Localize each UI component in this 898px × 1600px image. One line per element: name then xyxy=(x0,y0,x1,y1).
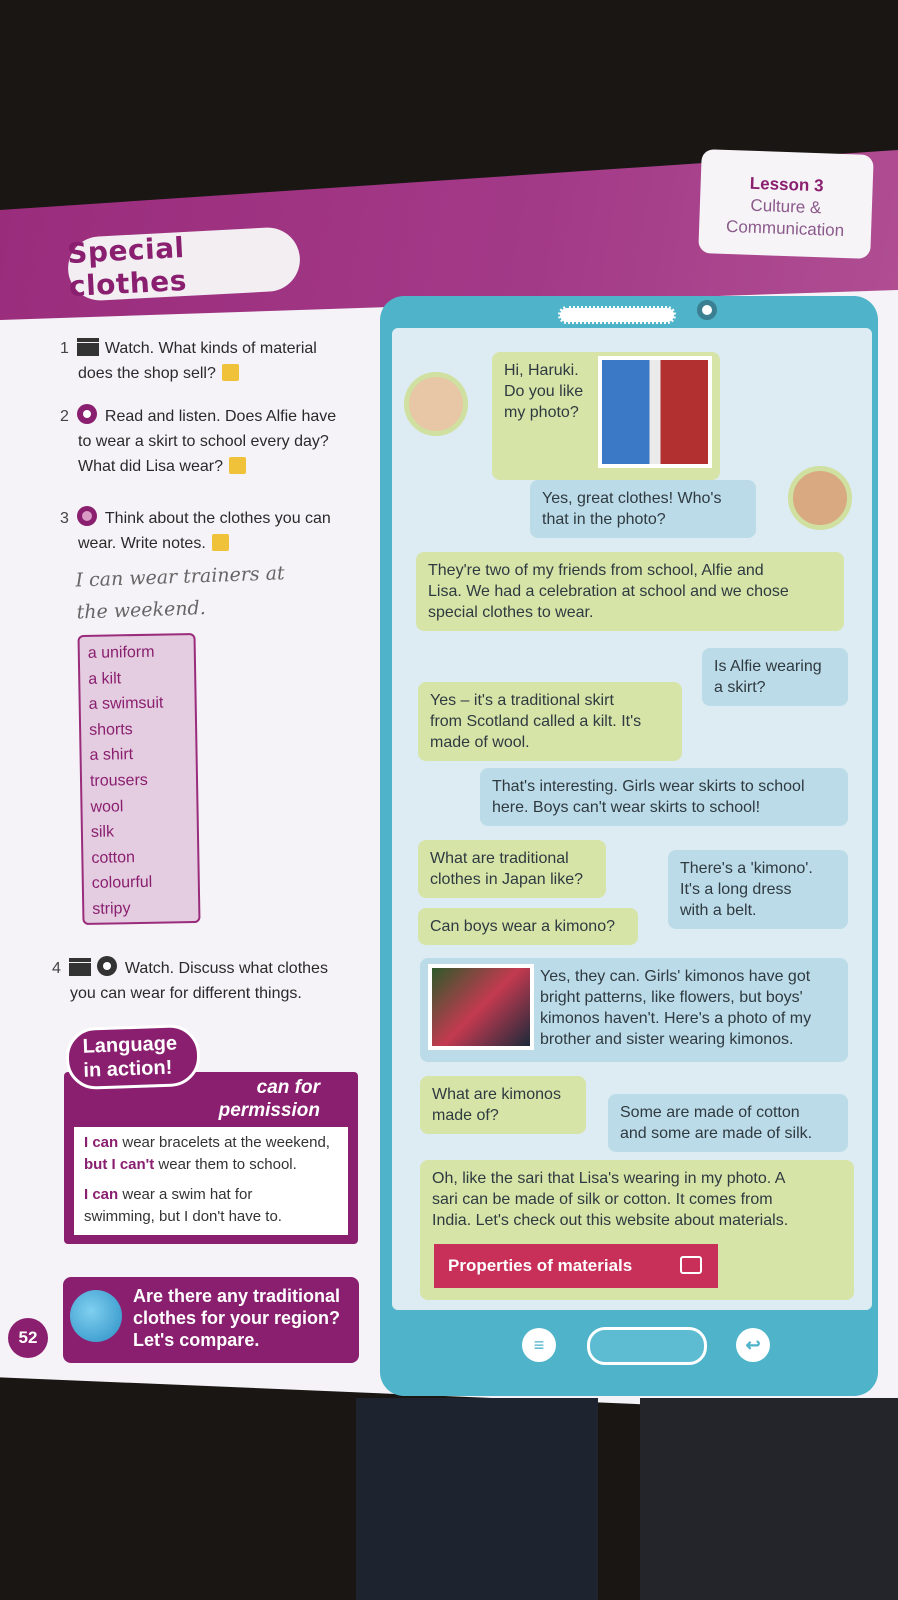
handwriting-line: the weekend. xyxy=(76,597,207,624)
example-text: wear a swim hat for xyxy=(118,1186,253,1203)
chat-bubble-5 xyxy=(418,682,682,761)
word-item: colourful xyxy=(91,874,153,893)
question-text: Think about the clothes you can xyxy=(104,510,331,527)
chat-line: a skirt? xyxy=(714,679,766,696)
photo-alfie-lisa xyxy=(598,356,712,468)
example-1 xyxy=(84,1132,338,1154)
chat-line: Oh, like the sari that Lisa's wearing in my photo. A xyxy=(432,1170,786,1187)
question-text: Read and listen. Does Alfie have xyxy=(104,408,337,425)
notebook-icon xyxy=(222,364,239,381)
word-item: a uniform xyxy=(87,643,155,662)
example-keyword: I can xyxy=(84,1186,119,1203)
compare-line: Let's compare. xyxy=(133,1330,260,1350)
chat-line: Is Alfie wearing xyxy=(714,658,822,675)
chat-line: made of wool. xyxy=(430,734,530,751)
chat-line: Some are made of cotton xyxy=(620,1104,800,1121)
chat-bubble-6 xyxy=(480,768,848,826)
audio-icon xyxy=(97,956,119,974)
link-label: Properties of materials xyxy=(448,1256,633,1275)
chat-line: Lisa. We had a celebration at school and we chose xyxy=(428,583,789,600)
chat-line: brother and sister wearing kimonos. xyxy=(540,1031,794,1048)
globe-icon xyxy=(70,1290,122,1342)
avatar-alfie-friend xyxy=(404,372,468,436)
question-1 xyxy=(60,336,360,386)
audio-icon xyxy=(77,404,99,422)
word-item: cotton xyxy=(91,848,136,867)
word-item: wool xyxy=(90,797,124,816)
chat-line: with a belt. xyxy=(680,902,757,919)
video-icon xyxy=(77,338,99,356)
phone-speaker xyxy=(558,306,676,324)
handwritten-example xyxy=(75,555,337,628)
chat-line: here. Boys can't wear skirts to school! xyxy=(492,799,761,816)
question-text: wear. Write notes. xyxy=(78,535,206,552)
chat-line: Do you like xyxy=(504,383,584,400)
example-keyword: but I can't xyxy=(84,1156,155,1173)
compare-line: clothes for your region? xyxy=(133,1308,341,1328)
chat-line: Hi, Haruki. xyxy=(504,362,579,379)
chat-line: What are kimonos xyxy=(432,1086,561,1103)
photo-kimonos xyxy=(428,964,534,1050)
handwriting-line: I can wear trainers at xyxy=(75,562,285,592)
question-number: 4 xyxy=(52,960,61,977)
chat-line: bright patterns, like flowers, but boys' xyxy=(540,989,803,1006)
word-item: shorts xyxy=(88,720,133,739)
menu-icon[interactable]: ≡ xyxy=(522,1328,556,1362)
word-box xyxy=(77,633,200,925)
subtitle-line: can for xyxy=(256,1077,320,1098)
home-button[interactable] xyxy=(587,1327,707,1365)
question-2 xyxy=(60,404,370,479)
example-text: swimming, but I don't have to. xyxy=(84,1208,282,1225)
external-link-icon xyxy=(680,1256,702,1274)
page-title: Special clothes xyxy=(66,226,301,302)
language-in-action-subtitle xyxy=(150,1076,320,1122)
chat-bubble-8 xyxy=(668,850,848,929)
chat-line: That's interesting. Girls wear skirts to school xyxy=(492,778,805,795)
chat-line: made of? xyxy=(432,1107,499,1124)
page-number: 52 xyxy=(8,1318,48,1358)
chat-line: clothes in Japan like? xyxy=(430,871,583,888)
question-3 xyxy=(60,506,370,556)
example-2 xyxy=(84,1184,338,1206)
chat-line: Yes, great clothes! Who's xyxy=(542,490,722,507)
question-text: Watch. Discuss what clothes xyxy=(124,960,328,977)
example-text: wear them to school. xyxy=(154,1156,297,1173)
question-number: 1 xyxy=(60,340,69,357)
chat-line: India. Let's check out this website about materials. xyxy=(432,1212,789,1229)
compare-line: Are there any traditional xyxy=(133,1286,341,1306)
question-number: 2 xyxy=(60,408,69,425)
camera-icon xyxy=(697,300,717,320)
chat-line: my photo? xyxy=(504,404,579,421)
subtitle-line: permission xyxy=(218,1100,320,1121)
question-text: Watch. What kinds of material xyxy=(104,340,317,357)
word-item: a swimsuit xyxy=(88,694,164,714)
notebook-icon xyxy=(229,457,246,474)
properties-of-materials-link[interactable] xyxy=(434,1244,718,1288)
chat-bubble-3 xyxy=(416,552,844,631)
lesson-label xyxy=(698,149,874,259)
think-icon xyxy=(77,506,99,524)
word-item: trousers xyxy=(89,771,148,790)
video-icon xyxy=(69,958,91,976)
word-item: a kilt xyxy=(88,669,122,688)
language-examples xyxy=(74,1127,348,1235)
question-text: What did Lisa wear? xyxy=(78,458,223,475)
lesson-number: Lesson 3 xyxy=(749,173,824,196)
keyboard xyxy=(640,1398,898,1600)
section-line-2: Communication xyxy=(725,216,845,241)
heading-line: Language xyxy=(82,1032,178,1058)
chat-line: What are traditional xyxy=(430,850,569,867)
question-4 xyxy=(52,956,362,1006)
chat-line: kimonos haven't. Here's a photo of my xyxy=(540,1010,812,1027)
chat-bubble-7 xyxy=(418,840,606,898)
question-text: does the shop sell? xyxy=(78,365,216,382)
chat-line: They're two of my friends from school, Alfie and xyxy=(428,562,764,579)
question-text: you can wear for different things. xyxy=(70,985,302,1002)
chat-line: special clothes to wear. xyxy=(428,604,594,621)
chat-line: It's a long dress xyxy=(680,881,792,898)
chat-line: and some are made of silk. xyxy=(620,1125,813,1142)
word-item: a shirt xyxy=(89,746,134,765)
word-item: stripy xyxy=(92,900,131,918)
heading-line: in action! xyxy=(83,1056,173,1082)
word-item: silk xyxy=(90,823,115,842)
chat-bubble-11 xyxy=(420,1076,586,1134)
example-keyword: I can xyxy=(84,1134,119,1151)
chat-bubble-9 xyxy=(418,908,638,945)
example-text: wear bracelets at the weekend, xyxy=(118,1134,330,1151)
notebook-icon xyxy=(212,534,229,551)
software-box xyxy=(356,1398,598,1600)
question-text: to wear a skirt to school every day? xyxy=(78,433,329,450)
section-line-1: Culture & xyxy=(750,195,822,218)
chat-line: that in the photo? xyxy=(542,511,666,528)
chat-line: There's a 'kimono'. xyxy=(680,860,813,877)
chat-bubble-2 xyxy=(530,480,756,538)
chat-line: Can boys wear a kimono? xyxy=(430,918,615,935)
avatar-haruki xyxy=(788,466,852,530)
chat-line: Yes, they can. Girls' kimonos have got xyxy=(540,968,811,985)
chat-line: from Scotland called a kilt. It's xyxy=(430,713,642,730)
chat-bubble-12 xyxy=(608,1094,848,1152)
chat-line: sari can be made of silk or cotton. It comes from xyxy=(432,1191,773,1208)
chat-bubble-4 xyxy=(702,648,848,706)
example-1-cont xyxy=(84,1154,338,1176)
question-number: 3 xyxy=(60,510,69,527)
chat-line: Yes – it's a traditional skirt xyxy=(430,692,614,709)
back-icon[interactable]: ↩ xyxy=(736,1328,770,1362)
